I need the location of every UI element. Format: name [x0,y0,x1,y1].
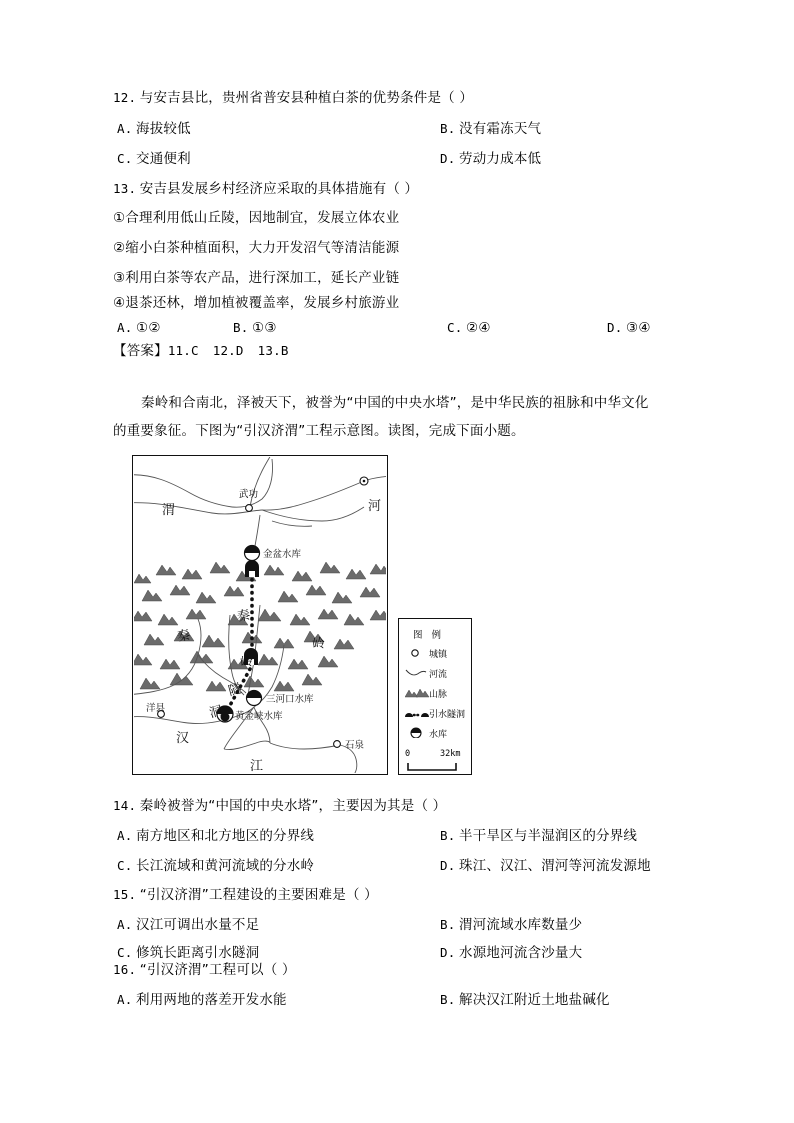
answer-line [113,342,289,360]
river-han-group [132,605,357,775]
scale-bar [399,761,473,777]
q14-option-b-text: 半干旱区与半湿润区的分界线 [459,828,638,844]
map-label-ling: 岭 [311,635,327,653]
legend-label-reservoir: 水库 [429,730,448,740]
q14-option-c-label: C. [117,858,133,873]
legend-title: 图 例 [413,630,445,641]
q13-item-2: ②缩小白茶种植面积，大力开发沼气等清洁能源 [113,240,400,256]
q16-option-b-label: B. [440,992,456,1007]
reservoir-icon [405,727,427,738]
map-label-qin: 秦 [175,627,192,646]
q12-option-d-label: D. [440,151,456,166]
q14-option-a[interactable] [117,827,314,845]
q12-option-a-label: A. [117,121,133,136]
map-label-qin-2: 秦 [235,607,252,626]
q13-option-a-label: A. [117,320,133,335]
q14-option-c[interactable] [117,857,314,875]
map-label-han: 汉 [176,731,190,746]
question-16-stem [113,961,296,979]
legend-item-river [399,667,471,679]
q16-option-a-label: A. [117,992,133,1007]
q16-option-a[interactable] [117,991,287,1009]
map-label-shiquan: 石泉 [345,740,365,751]
passage-line-2: 的重要象征。下图为“引汉济渭”工程示意图。读图，完成下面小题。 [113,423,525,439]
answer-13-value: B [280,343,289,358]
q13-item-4: ④退茶还林，增加植被覆盖率，发展乡村旅游业 [113,295,400,311]
q12-option-b[interactable] [440,120,541,138]
question-14-stem [113,797,446,815]
passage-line-1: 秦岭和合南北，泽被天下，被誉为“中国的中央水塔”，是中华民族的祖脉和中华文化 [141,395,649,411]
mountain-symbols [132,562,388,691]
legend-label-river: 河流 [429,670,448,680]
question-13-number: 13. [113,181,137,196]
q14-option-c-text: 长江流域和黄河流域的分水岭 [136,858,315,874]
question-15-text: “引汉济渭”工程建设的主要困难是（ ） [139,887,378,903]
question-12-number: 12. [113,90,137,105]
map-label-jiang: 江 [250,759,264,774]
q16-option-b-text: 解决汉江附近土地盐碱化 [459,992,610,1008]
q13-option-a[interactable] [117,319,161,337]
q14-option-b[interactable] [440,827,637,845]
q13-option-d-text: ③④ [626,320,651,336]
q14-option-a-label: A. [117,828,133,843]
q15-option-b-label: B. [440,917,456,932]
map-legend [398,618,472,775]
answer-13-num: 13. [257,343,281,358]
question-12-text: 与安吉县比，贵州省普安县种植白茶的优势条件是（ ） [139,90,474,106]
legend-label-city: 城镇 [429,650,448,660]
q12-option-c-text: 交通便利 [136,151,191,167]
q15-option-d-label: D. [440,945,456,960]
q12-option-b-text: 没有霜冻天气 [459,121,542,137]
q13-option-b-label: B. [233,320,249,335]
mountain-range-icon [405,687,427,698]
question-16-number: 16. [113,962,137,977]
q15-option-b[interactable] [440,916,582,934]
map-figure [132,455,388,775]
scale-max: 32km [440,749,461,759]
q13-item-1: ①合理利用低山丘陵，因地制宜，发展立体农业 [113,210,400,226]
map-label-dong: 洞 [207,703,225,722]
q13-option-b-text: ①③ [252,320,277,336]
map-label-ling-2: 岭 [239,653,255,671]
map-label-huangjinxia: 黄金峡水库 [235,711,283,722]
q15-option-d[interactable] [440,944,582,962]
q14-option-b-label: B. [440,828,456,843]
q12-option-a-text: 海拔较低 [136,121,191,137]
map-label-wei: 渭 [162,503,176,518]
q15-option-c-text: 修筑长距离引水隧洞 [136,945,260,961]
q13-option-d-label: D. [607,320,623,335]
city-wugong [246,505,253,512]
legend-item-reservoir [399,727,471,739]
q14-option-a-text: 南方地区和北方地区的分界线 [136,828,315,844]
city-shiquan [334,741,341,748]
q16-option-a-text: 利用两地的落差开发水能 [136,992,287,1008]
q13-item-3: ③利用白茶等农产品，进行深加工，延长产业链 [113,270,400,286]
question-14-text: 秦岭被誉为“中国的中央水塔”，主要因为其是（ ） [139,798,447,814]
q12-option-d[interactable] [440,150,541,168]
q15-option-a-label: A. [117,917,133,932]
scale-min: 0 [405,749,411,759]
q12-option-d-text: 劳动力成本低 [459,151,542,167]
q12-option-a[interactable] [117,120,191,138]
q13-option-a-text: ①② [136,320,161,336]
q16-option-b[interactable] [440,991,610,1009]
question-13-stem [113,180,418,198]
question-16-text: “引汉济渭”工程可以（ ） [139,962,296,978]
city-symbols [158,477,368,747]
q15-option-c-label: C. [117,945,133,960]
q15-option-b-text: 渭河流域水库数量少 [459,917,583,933]
q14-option-d-text: 珠江、汉江、渭河等河流发源地 [459,858,651,874]
legend-item-city [399,647,471,659]
map-label-jinpen: 金盆水库 [263,549,302,560]
q14-option-d-label: D. [440,858,456,873]
q15-option-a-text: 汉江可调出水量不足 [136,917,260,933]
map-label-wugong: 武功 [239,489,259,500]
map-label-he: 河 [368,499,382,514]
legend-label-mountain: 山脉 [429,690,448,700]
legend-item-mountain [399,687,471,699]
q13-option-c-label: C. [447,320,463,335]
q13-option-c[interactable] [447,319,491,337]
q13-option-b[interactable] [233,319,277,337]
water-tunnel-icon [405,707,427,718]
answer-11-num: 11. [167,343,191,358]
map-label-sui: 隧 [226,681,244,700]
question-15-stem [113,886,378,904]
answer-prefix: 【答案】 [113,343,168,359]
river-line-icon [405,667,427,678]
q15-option-c[interactable] [117,944,259,962]
map-label-yangxian: 洋县 [146,703,166,714]
q15-option-a[interactable] [117,916,259,934]
city-circle-icon [405,647,427,658]
question-15-number: 15. [113,887,137,902]
question-12-stem [113,89,473,107]
answer-12-value: D [235,343,244,358]
legend-label-tunnel: 引水隧洞 [429,710,466,720]
q13-option-c-text: ②④ [466,320,491,336]
q13-option-d[interactable] [607,319,651,337]
q12-option-b-label: B. [440,121,456,136]
q12-option-c[interactable] [117,150,191,168]
legend-item-tunnel [399,707,471,719]
q12-option-c-label: C. [117,151,133,166]
answer-12-num: 12. [212,343,236,358]
q14-option-d[interactable] [440,857,651,875]
answer-11-value: C [191,343,199,358]
map-label-sanhekou: 三河口水库 [266,694,314,705]
q15-option-d-text: 水源地河流含沙量大 [459,945,583,961]
question-14-number: 14. [113,798,137,813]
question-13-text: 安吉县发展乡村经济应采取的具体措施有（ ） [139,181,419,197]
